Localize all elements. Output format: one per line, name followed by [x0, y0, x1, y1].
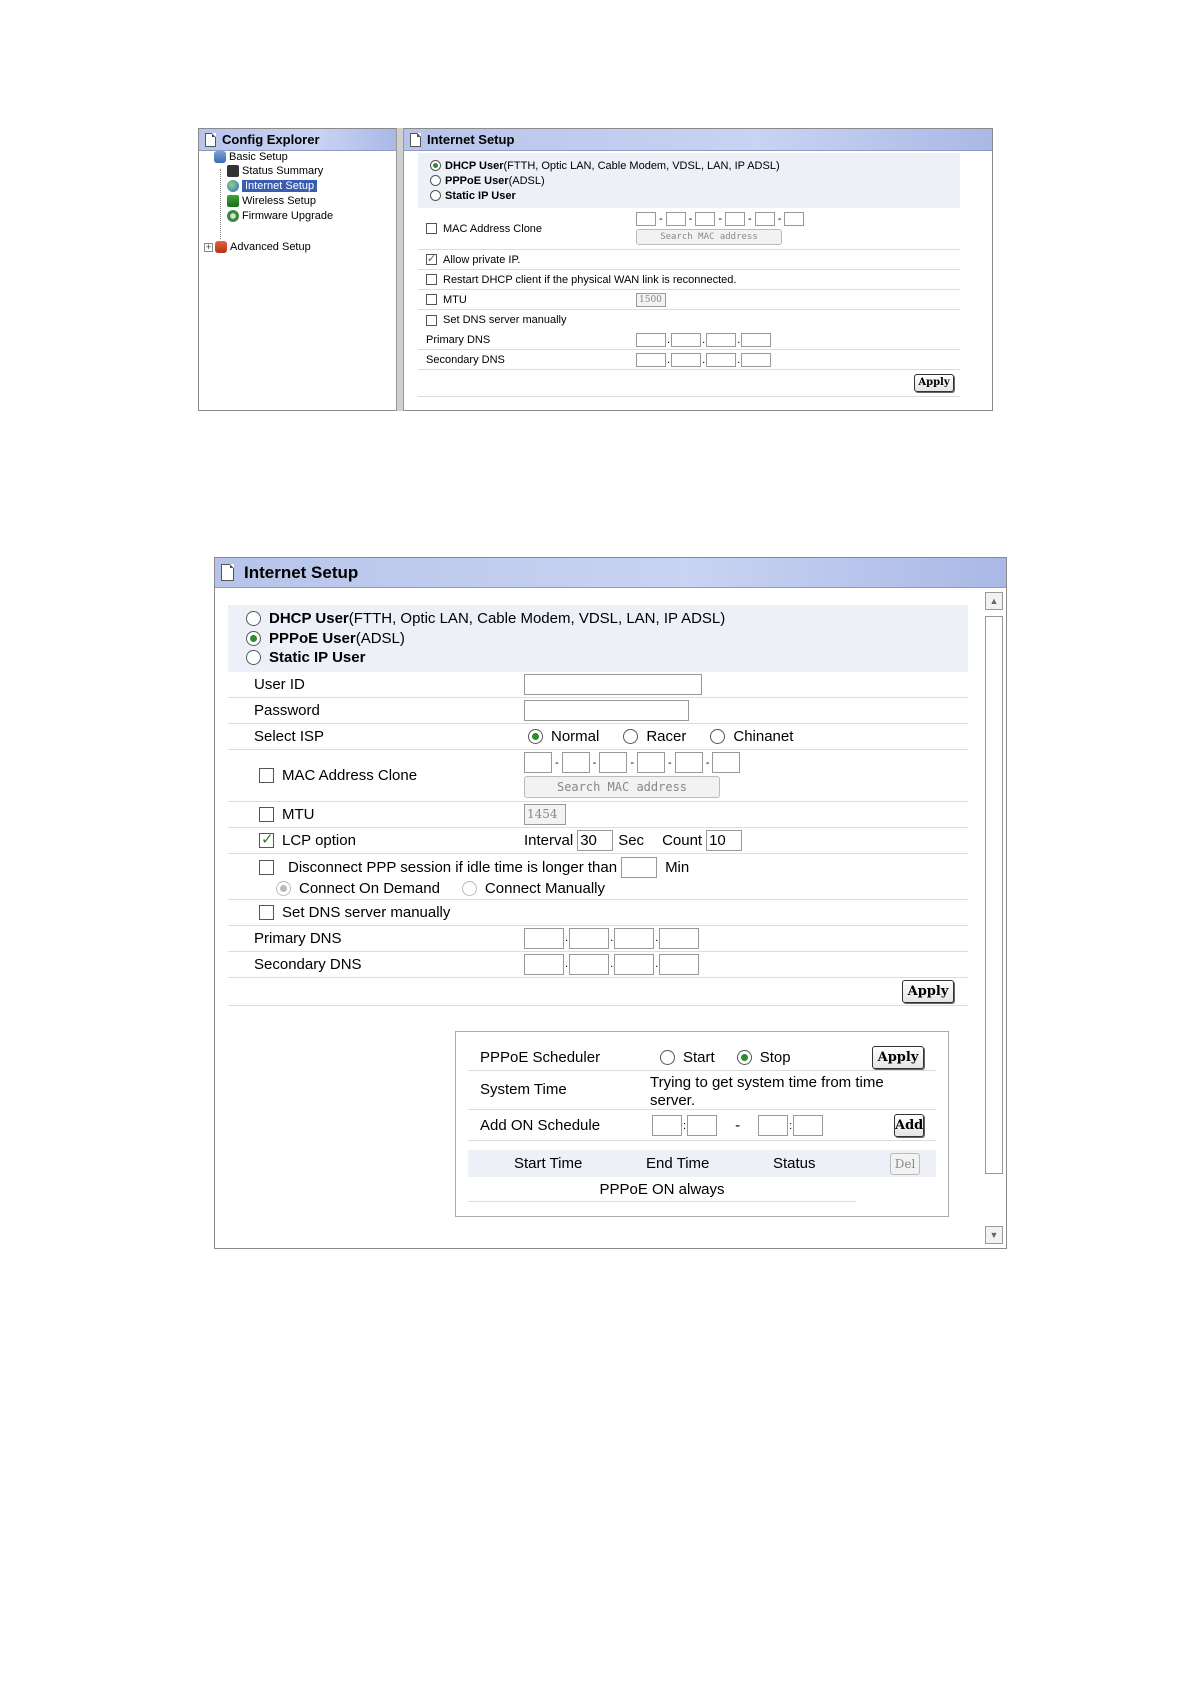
mtu-checkbox[interactable]: [259, 807, 274, 822]
start-minute-input[interactable]: [687, 1115, 717, 1136]
set-dns-row: Set DNS server manually: [228, 900, 968, 926]
tree-item-wireless-setup[interactable]: Wireless Setup: [227, 195, 316, 207]
lcp-count-input[interactable]: 10: [706, 830, 742, 851]
status-icon: [227, 165, 239, 177]
column-start-time: Start Time: [514, 1155, 583, 1172]
internet-setup-title: Internet Setup: [244, 562, 359, 582]
pppoe-option[interactable]: PPPoE User (ADSL): [430, 173, 948, 188]
mac-octet-field[interactable]: [784, 212, 804, 226]
internet-setup-header: [215, 558, 1006, 588]
connect-on-demand-radio[interactable]: [276, 881, 291, 896]
dns-octet-field[interactable]: [636, 333, 666, 347]
lcp-option-row: ✓ LCP option Interval 30 Sec Count 10: [228, 828, 968, 854]
mac-octet-field[interactable]: [637, 752, 665, 773]
system-time-value: Trying to get system time from time server.: [650, 1074, 884, 1109]
search-mac-button[interactable]: Search MAC address: [524, 776, 720, 798]
allow-private-ip-row: ✓ Allow private IP.: [418, 250, 960, 270]
mac-clone-row: MAC Address Clone - - - - - Search MAC address: [228, 750, 968, 802]
user-id-input[interactable]: [524, 674, 702, 695]
wireless-icon: [227, 195, 239, 207]
apply-row: [228, 978, 968, 1006]
primary-dns-row: Primary DNS . . .: [418, 330, 960, 350]
gear-icon: [227, 210, 239, 222]
tree-item-basic-setup[interactable]: Basic Setup: [214, 151, 288, 163]
apply-row: [418, 370, 960, 397]
pppoe-scheduler-row: PPPoE Scheduler Start Stop Apply: [468, 1044, 936, 1071]
dns-octet-field[interactable]: [659, 954, 699, 975]
column-status: Status: [773, 1155, 816, 1172]
scroll-up-icon[interactable]: ▲: [985, 592, 1003, 610]
lcp-interval-input[interactable]: 30: [577, 830, 613, 851]
pppoe-scheduler-panel: [455, 1031, 949, 1217]
mac-octet-field[interactable]: [675, 752, 703, 773]
dns-octet-field[interactable]: [524, 928, 564, 949]
screenshot-dhcp-setup: [198, 128, 993, 411]
apply-button[interactable]: Apply: [914, 374, 954, 392]
restart-dhcp-row: Restart DHCP client if the physical WAN link is reconnected.: [418, 270, 960, 290]
scrollbar-thumb[interactable]: [985, 616, 1003, 1174]
allow-private-ip-checkbox[interactable]: [426, 254, 437, 265]
mac-octet-field[interactable]: [636, 212, 656, 226]
system-time-row: System Time Trying to get system time from time server.: [468, 1072, 936, 1110]
static-ip-radio[interactable]: [246, 650, 261, 665]
internet-setup-title: Internet Setup: [427, 132, 515, 147]
pppoe-option[interactable]: PPPoE User (ADSL): [246, 629, 950, 649]
password-row: Password: [228, 698, 968, 724]
mtu-input[interactable]: 1454: [524, 804, 566, 825]
connection-type-group: [418, 153, 960, 208]
mac-octet-field[interactable]: [755, 212, 775, 226]
set-dns-row: Set DNS server manually: [418, 310, 960, 330]
screenshot-pppoe-setup: [214, 557, 1007, 1249]
mac-address-fields: - - - - -: [524, 752, 740, 773]
pppoe-radio[interactable]: [246, 631, 261, 646]
end-hour-input[interactable]: [758, 1115, 788, 1136]
static-ip-option[interactable]: Static IP User: [430, 188, 948, 203]
tree-item-internet-setup[interactable]: Internet Setup: [227, 180, 317, 192]
delete-schedule-button[interactable]: Del: [890, 1153, 920, 1175]
column-end-time: End Time: [646, 1155, 710, 1172]
tree-item-firmware-upgrade[interactable]: Firmware Upgrade: [227, 210, 333, 222]
primary-dns-row: Primary DNS . . .: [228, 926, 968, 952]
isp-normal-radio[interactable]: [528, 729, 543, 744]
dns-octet-field[interactable]: [741, 353, 771, 367]
pppoe-radio[interactable]: [430, 175, 441, 186]
dns-octet-field[interactable]: [614, 954, 654, 975]
tree-item-status-summary[interactable]: Status Summary: [227, 165, 323, 177]
dns-octet-field[interactable]: [671, 333, 701, 347]
connect-manually-radio[interactable]: [462, 881, 477, 896]
restart-dhcp-checkbox[interactable]: [426, 274, 437, 285]
advanced-setup-icon: [215, 241, 227, 253]
tree-item-advanced-setup[interactable]: + Advanced Setup: [205, 241, 311, 253]
mac-address-fields: - - - - -: [636, 212, 804, 226]
dns-octet-field[interactable]: [636, 353, 666, 367]
dhcp-radio[interactable]: [430, 160, 441, 171]
dhcp-option[interactable]: DHCP User (FTTH, Optic LAN, Cable Modem, VDSL, LAN, IP ADSL): [430, 158, 948, 173]
isp-racer-radio[interactable]: [623, 729, 638, 744]
mac-octet-field[interactable]: [524, 752, 552, 773]
end-minute-input[interactable]: [793, 1115, 823, 1136]
dns-octet-field[interactable]: [614, 928, 654, 949]
config-explorer-panel: [198, 128, 396, 411]
idle-disconnect-row: Disconnect PPP session if idle time is longer than Min Connect On Demand Connect Manually: [228, 854, 968, 900]
add-on-schedule-row: Add ON Schedule : - : Add: [468, 1111, 936, 1141]
static-ip-radio[interactable]: [430, 190, 441, 201]
mac-octet-field[interactable]: [562, 752, 590, 773]
scheduler-stop-radio[interactable]: [737, 1050, 752, 1065]
document-icon: [221, 564, 234, 581]
secondary-dns-row: Secondary DNS . . .: [418, 350, 960, 370]
config-explorer-title: Config Explorer: [222, 132, 320, 147]
set-dns-checkbox[interactable]: [259, 905, 274, 920]
vertical-scrollbar[interactable]: [985, 592, 1003, 1244]
schedule-status-row: PPPoE ON always: [468, 1178, 856, 1202]
panel-divider[interactable]: [396, 128, 404, 411]
set-dns-checkbox[interactable]: [426, 315, 437, 326]
mac-clone-checkbox[interactable]: [426, 223, 437, 234]
select-isp-row: Select ISP Normal Racer Chinanet: [228, 724, 968, 750]
connection-type-group: [228, 605, 968, 672]
globe-icon: [227, 180, 239, 192]
mtu-row: MTU 1454: [228, 802, 968, 828]
dns-octet-field[interactable]: [524, 954, 564, 975]
document-icon: [410, 133, 421, 147]
user-id-row: User ID: [228, 672, 968, 698]
dns-octet-field[interactable]: [706, 333, 736, 347]
idle-time-input[interactable]: [621, 857, 657, 878]
internet-setup-header: [404, 129, 992, 151]
mtu-row: MTU 1500: [418, 290, 960, 310]
mac-octet-field[interactable]: [725, 212, 745, 226]
mac-octet-field[interactable]: [666, 212, 686, 226]
idle-disconnect-checkbox[interactable]: [259, 860, 274, 875]
document-icon: [205, 133, 216, 147]
add-schedule-button[interactable]: Add: [894, 1114, 924, 1137]
isp-chinanet-radio[interactable]: [710, 729, 725, 744]
internet-setup-panel: [404, 128, 993, 411]
mac-clone-checkbox[interactable]: [259, 768, 274, 783]
dns-octet-field[interactable]: [569, 954, 609, 975]
password-input[interactable]: [524, 700, 689, 721]
mtu-input[interactable]: 1500: [636, 293, 666, 307]
mac-clone-row: MAC Address Clone - - - - - Search MAC address: [418, 208, 960, 250]
dns-octet-field[interactable]: [741, 333, 771, 347]
expand-icon[interactable]: +: [205, 241, 212, 252]
dhcp-option[interactable]: DHCP User (FTTH, Optic LAN, Cable Modem, VDSL, LAN, IP ADSL): [246, 609, 950, 629]
scheduler-apply-button[interactable]: Apply: [872, 1046, 924, 1069]
mac-octet-field[interactable]: [695, 212, 715, 226]
config-explorer-header: [199, 129, 396, 151]
scroll-down-icon[interactable]: ▼: [985, 1226, 1003, 1244]
dhcp-radio[interactable]: [246, 611, 261, 626]
lcp-option-checkbox[interactable]: [259, 833, 274, 848]
mac-octet-field[interactable]: [599, 752, 627, 773]
mac-octet-field[interactable]: [712, 752, 740, 773]
dns-octet-field[interactable]: [659, 928, 699, 949]
apply-button[interactable]: Apply: [902, 980, 954, 1003]
scheduler-start-radio[interactable]: [660, 1050, 675, 1065]
dns-octet-field[interactable]: [706, 353, 736, 367]
search-mac-button[interactable]: Search MAC address: [636, 229, 782, 245]
schedule-table-header: [468, 1150, 936, 1177]
static-ip-option[interactable]: Static IP User: [246, 648, 950, 668]
dns-octet-field[interactable]: [671, 353, 701, 367]
secondary-dns-row: Secondary DNS . . .: [228, 952, 968, 978]
dns-octet-field[interactable]: [569, 928, 609, 949]
folder-icon: [214, 151, 226, 163]
start-hour-input[interactable]: [652, 1115, 682, 1136]
mtu-checkbox[interactable]: [426, 294, 437, 305]
